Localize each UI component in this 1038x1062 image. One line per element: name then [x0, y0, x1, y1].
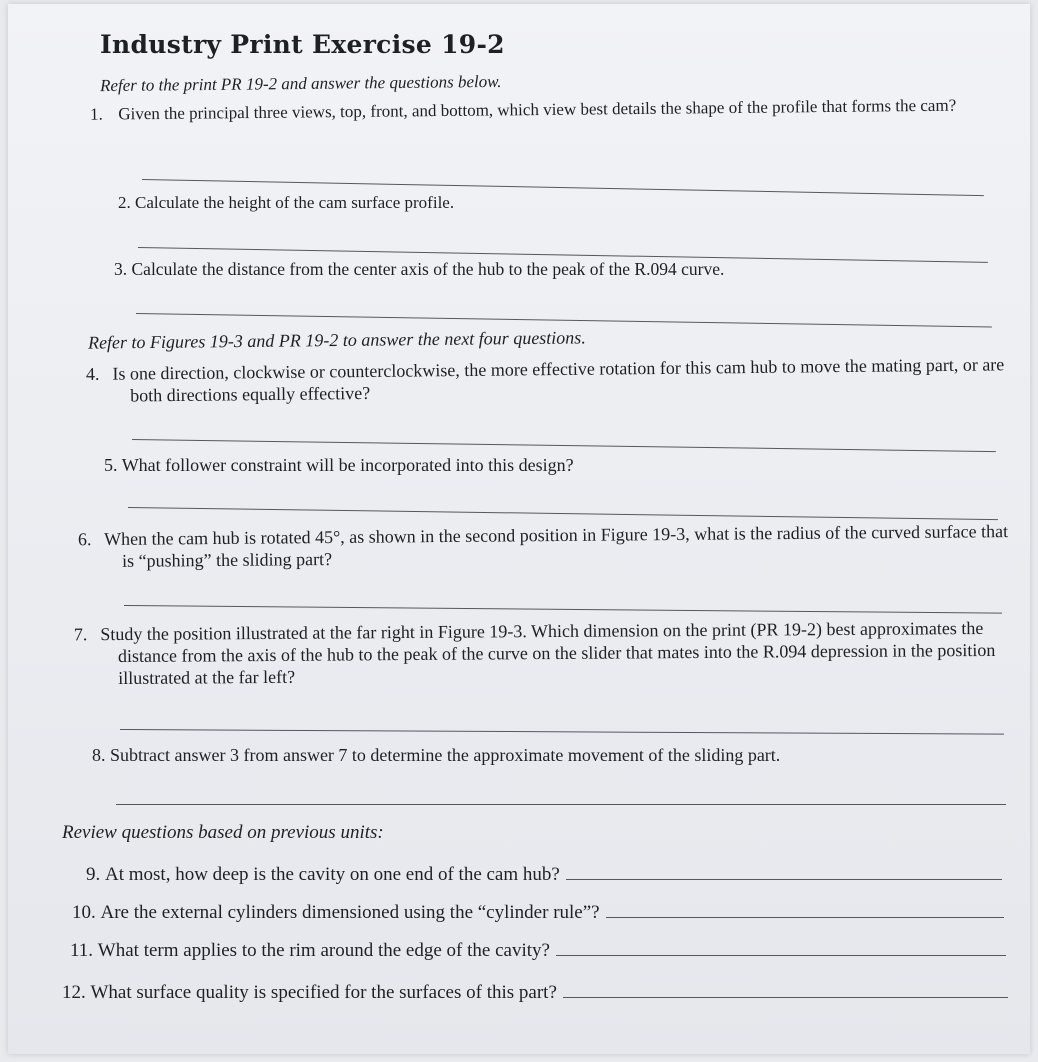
- answer-line-3[interactable]: [136, 313, 992, 327]
- question-8: 8. Subtract answer 3 from answer 7 to determine the approximate movement of the sliding part.: [92, 745, 781, 765]
- answer-line-5[interactable]: [128, 507, 998, 520]
- worksheet-page: [8, 4, 1030, 1054]
- instructions-first: Refer to the print PR 19-2 and answer the questions below.: [99, 71, 502, 96]
- answer-line-9[interactable]: [566, 878, 1002, 880]
- review-question-11: 11. What term applies to the rim around the edge of the cavity?: [70, 940, 1006, 962]
- answer-line-12[interactable]: [563, 996, 1008, 998]
- review-question-12: 12. What surface quality is specified for the surfaces of this part?: [62, 982, 1008, 1004]
- question-2: 2. Calculate the height of the cam surface profile.: [118, 193, 455, 212]
- answer-line-7[interactable]: [120, 729, 1004, 735]
- review-question-10: 10. Are the external cylinders dimensioned using the “cylinder rule”?: [72, 902, 1004, 924]
- instructions-second: Refer to Figures 19-3 and PR 19-2 to answer the next four questions.: [87, 327, 586, 353]
- question-6: 6. When the cam hub is rotated 45°, as shown in the second position in Figure 19-3, what is the radius of the curved surface that is “pushing” the sliding part?: [77, 521, 1009, 571]
- question-4: 4. Is one direction, clockwise or counterclockwise, the more effective rotation for this cam hub to move the mating part, or are both directions equally effective?: [85, 354, 1005, 406]
- answer-line-6[interactable]: [124, 605, 1002, 614]
- question-3: 3. Calculate the distance from the center axis of the hub to the peak of the R.094 curve.: [114, 259, 725, 279]
- question-7: 7. Study the position illustrated at the far right in Figure 19-3. Which dimension on the print (PR 19-2) best approximates the distance from the axis of the hub to the peak of the curve on the slider that mates into the R.094 depression in the position illustrated at the far left?: [73, 617, 996, 689]
- review-question-9: 9. At most, how deep is the cavity on one end of the cam hub?: [86, 864, 1002, 886]
- page-title: Industry Print Exercise 19-2: [100, 30, 505, 59]
- answer-line-11[interactable]: [556, 954, 1006, 956]
- instructions-review: Review questions based on previous units:: [62, 822, 384, 843]
- answer-line-8[interactable]: [116, 804, 1006, 805]
- question-1: 1. Given the principal three views, top, front, and bottom, which view best details the shape of the profile that forms the cam?: [89, 95, 957, 124]
- answer-line-10[interactable]: [606, 916, 1004, 918]
- question-5: 5. What follower constraint will be incorporated into this design?: [104, 455, 574, 475]
- answer-line-4[interactable]: [132, 439, 996, 452]
